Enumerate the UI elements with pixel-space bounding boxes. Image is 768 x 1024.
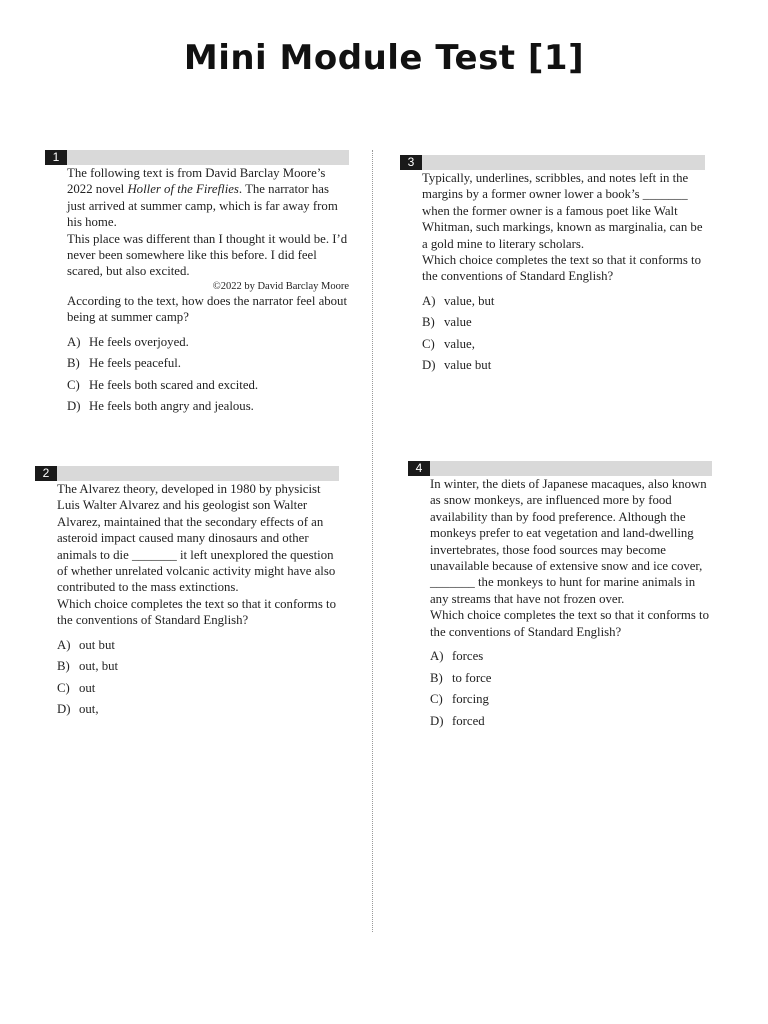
- passage-text: Typically, underlines, scribbles, and notes left in the margins by a former owner lower a book’s _______ when the former owner is a famous poet like Walt Whitman, such markings, known as marginalia, can be a gold mine to literary scholars.: [422, 171, 703, 251]
- choice-b[interactable]: B) out, but: [57, 659, 119, 674]
- passage-intro: The following text is from David Barclay Moore’s 2022 novel Holler of the Fireflies. The narrator has just arrived at summer camp, which is far away from his home.: [67, 166, 338, 230]
- question-body: [35, 481, 339, 723]
- choice-d[interactable]: D) forced: [430, 713, 485, 728]
- question-number: 4: [408, 461, 430, 476]
- question-body: [45, 165, 349, 420]
- question-1: [45, 150, 349, 420]
- question-stem: According to the text, how does the narrator feel about being at summer camp?: [67, 293, 348, 325]
- choice-a[interactable]: A) forces: [430, 649, 484, 664]
- question-body: [400, 170, 705, 379]
- answer-choices: [422, 293, 705, 379]
- question-number: 3: [400, 155, 422, 170]
- choice-b[interactable]: B) to force: [430, 670, 492, 685]
- question-header-bar: [35, 466, 339, 481]
- question-body: [408, 476, 712, 734]
- question-stem: Which choice completes the text so that it conforms to the conventions of Standard English?: [422, 253, 701, 284]
- question-3: [400, 155, 705, 379]
- passage-text: The Alvarez theory, developed in 1980 by physicist Luis Walter Alvarez and his geologist son Walter Alvarez, maintained that the secondary effects of an asteroid impact caused many dinosaurs and other animals to die _______ it left unexplored the question of whether unrelated volcanic activity might have also contributed to the mass extinctions.: [57, 482, 336, 595]
- choice-c[interactable]: C) value,: [422, 336, 475, 351]
- question-stem: Which choice completes the text so that it conforms to the conventions of Standard English?: [430, 608, 709, 639]
- choice-b[interactable]: B) He feels peaceful.: [67, 356, 182, 371]
- page-title: Mini Module Test [1]: [183, 38, 585, 78]
- novel-title: Holler of the Fireflies: [127, 182, 239, 197]
- passage-quote: This place was different than I thought it would be. I’d never been somewhere like this before. I did feel scared, but also excited.: [67, 231, 348, 279]
- question-stem: Which choice completes the text so that it conforms to the conventions of Standard English?: [57, 596, 336, 628]
- choice-a[interactable]: A) value, but: [422, 293, 495, 308]
- choice-c[interactable]: C) out: [57, 680, 96, 695]
- choice-d[interactable]: D) out,: [57, 702, 99, 717]
- choice-b[interactable]: B) value: [422, 315, 472, 330]
- question-2: [35, 466, 339, 723]
- question-4: [408, 461, 712, 734]
- choice-a[interactable]: A) out but: [57, 637, 115, 652]
- answer-choices: [430, 648, 712, 734]
- passage-text: In winter, the diets of Japanese macaques, also known as snow monkeys, are influenced more by food availability than by food preference. Although the monkeys prefer to eat vegetation and land-dwelling invertebrates, those food sources may become unavailable because of extensive snow and ice cover, _______ the monkeys to hunt for marine animals in any streams that have not frozen over.: [430, 477, 707, 606]
- question-header-bar: [400, 155, 705, 170]
- question-header-bar: [45, 150, 349, 165]
- question-number: 1: [45, 150, 67, 165]
- question-header-bar: [408, 461, 712, 476]
- choice-c[interactable]: C) forcing: [430, 692, 489, 707]
- choice-a[interactable]: A) He feels overjoyed.: [67, 334, 189, 349]
- question-number: 2: [35, 466, 57, 481]
- choice-d[interactable]: D) He feels both angry and jealous.: [67, 399, 254, 414]
- copyright-credit: ©2022 by David Barclay Moore: [212, 280, 349, 292]
- choice-c[interactable]: C) He feels both scared and excited.: [67, 377, 259, 392]
- answer-choices: [67, 334, 349, 420]
- answer-choices: [57, 637, 339, 723]
- choice-d[interactable]: D) value but: [422, 358, 492, 373]
- column-divider: [372, 150, 373, 932]
